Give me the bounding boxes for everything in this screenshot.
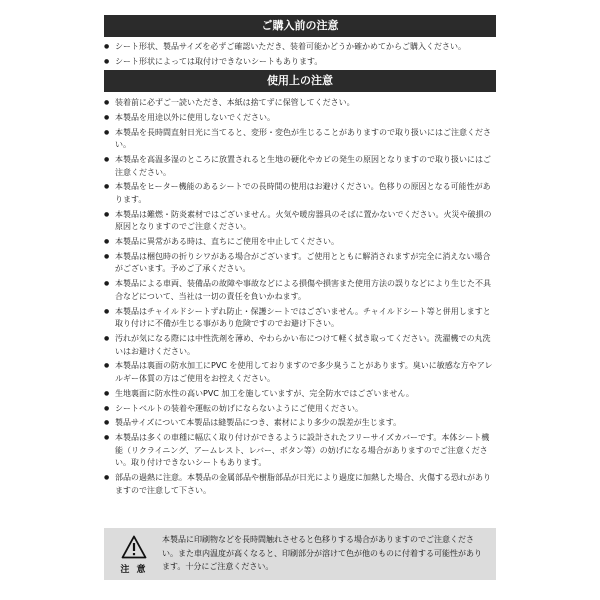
list-item: ● 生地裏面に防水性の高いPVC 加工を施していますが、完全防水ではございません。 xyxy=(104,388,496,401)
list-item: ● 本製品に異常がある時は、直ちにご使用を中止してください。 xyxy=(104,236,496,249)
list-item: ● 本製品をヒーター機能のあるシートでの長時間の使用はお避けください。色移りの原因となる可能性があります。 xyxy=(104,181,496,206)
purchase-notes-list xyxy=(104,41,496,71)
list-item: ● シート形状、製品サイズを必ずご確認いただき、装着可能かどうか確かめてからご購入ください。 xyxy=(104,41,496,54)
list-item: ● 本製品は難燃・防炎素材ではございません。火気や暖房器具のそばに置かないでください。火災や破損の原因となりますのでご注意ください。 xyxy=(104,209,496,234)
list-item: ● 汚れが気になる際には中性洗剤を薄め、やわらかい布につけて軽く拭き取ってください。洗濯機での丸洗いはお避けください。 xyxy=(104,333,496,358)
list-item: ● 装着前に必ずご一読いただき、本紙は捨てずに保管してください。 xyxy=(104,97,496,110)
purchase-notes-heading: ご購入前の注意 xyxy=(104,15,496,37)
caution-label: 注 意 xyxy=(120,565,148,575)
caution-text: 本製品に印刷物などを長時間触れさせると色移りする場合がありますのでご注意ください。また車内温度が高くなると、印刷部分が溶けて色が他のものに付着する可能性があります。十分にご注意ください。 xyxy=(162,535,482,572)
usage-notes-heading: 使用上の注意 xyxy=(104,70,496,92)
list-item: ● 部品の過熱に注意。本製品の金属部品や樹脂部品が日光により過度に加熱した場合、火傷する恐れがありますので注意して下さい。 xyxy=(104,472,496,497)
list-item: ● 製品サイズについて本製品は縫製品につき、素材により多少の誤差が生じます。 xyxy=(104,417,496,430)
caution-box xyxy=(104,528,496,580)
list-item: ● シート形状によっては取付けできないシートもあります。 xyxy=(104,56,496,69)
list-item: ● 本製品は裏面の防水加工にPVC を使用しておりますので多少臭うことがあります。臭いに敏感な方やアレルギー体質の方はご使用をお控えください。 xyxy=(104,360,496,385)
list-item: ● 本製品は梱包時の折りシワがある場合がございます。ご使用とともに解消されますが完全に消えない場合がございます。予めご了承ください。 xyxy=(104,251,496,276)
usage-notes-list xyxy=(104,97,496,499)
list-item: ● 本製品はチャイルドシートずれ防止・保護シートではございません。チャイルドシート等と併用しますと取り付けに不備が生じる事があり危険ですのでお避け下さい。 xyxy=(104,306,496,331)
list-item: ● 本製品を高温多湿のところに放置されると生地の硬化やカビの発生の原因となりますので取り扱いにはご注意ください。 xyxy=(104,154,496,179)
list-item: ● シートベルトの装着や運転の妨げにならないようにご使用ください。 xyxy=(104,403,496,416)
list-item: ● 本製品による車両、装備品の故障や事故などによる損傷や損害また使用方法の誤りなどにより生じた不具合などについて、当社は一切の責任を負いかねます。 xyxy=(104,278,496,303)
list-item: ● 本製品は多くの車種に幅広く取り付けができるように設計されたフリーサイズカバーです。本体シート機能（リクライニング、アームレスト、レバー、ボタン等）の妨げになる場合がありますのでご注意ください。取り付けできないシートもあります。 xyxy=(104,432,496,470)
list-item: ● 本製品を長時間直射日光に当てると、変形・変色が生じることがありますので取り扱いにはご注意ください。 xyxy=(104,127,496,152)
warning-triangle-icon xyxy=(121,535,147,559)
list-item: ● 本製品を用途以外に使用しないでください。 xyxy=(104,112,496,125)
